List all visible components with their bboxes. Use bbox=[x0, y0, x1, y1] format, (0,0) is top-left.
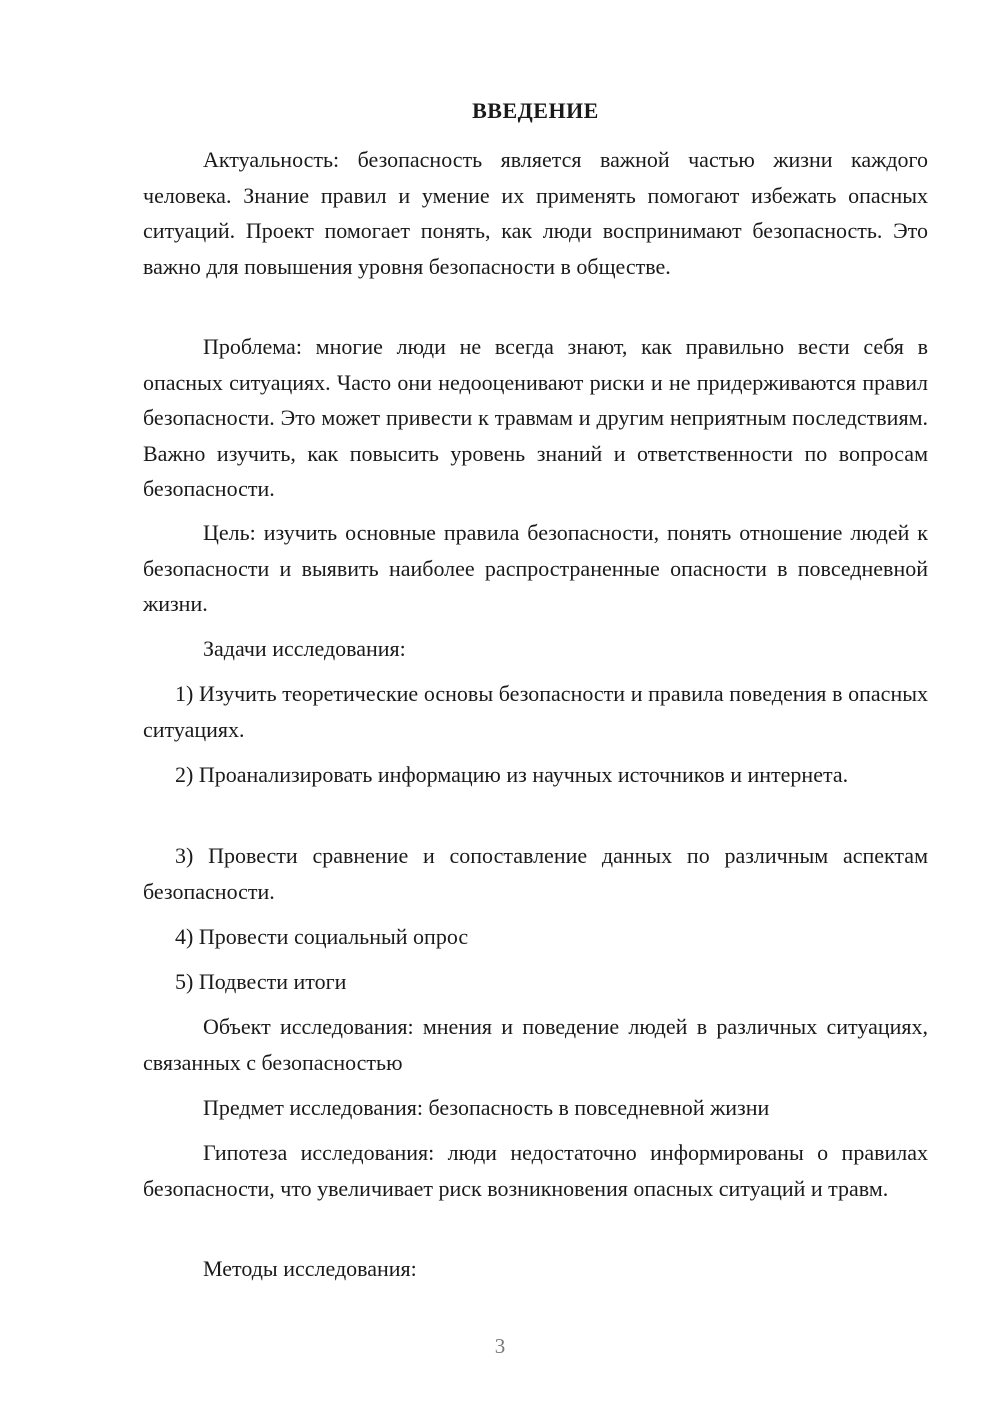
paragraph-relevance: Актуальность: безопасность является важной частью жизни каждого человека. Знание правил и умение их применять помогают избежать опасных ситуаций. Проект помогает понять, как люди воспринимают безопасность. Это важно для повышения уровня безопасности в обществе. bbox=[143, 147, 928, 279]
list-item-task-2: 2) Проанализировать информацию из научных источников и интернета. bbox=[175, 762, 849, 787]
paragraph-hypothesis: Гипотеза исследования: люди недостаточно информированы о правилах безопасности, что увеличивает риск возникновения опасных ситуаций и травм. bbox=[143, 1140, 928, 1201]
list-item-task-4: 4) Провести социальный опрос bbox=[175, 924, 469, 949]
paragraph-object: Объект исследования: мнения и поведение людей в различных ситуациях, связанных с безопасностью bbox=[143, 1014, 928, 1075]
page-number: 3 bbox=[494, 1334, 506, 1358]
paragraph-tasks-heading: Задачи исследования: bbox=[203, 636, 406, 661]
list-item-task-5: 5) Подвести итоги bbox=[175, 969, 347, 994]
paragraph-methods: Методы исследования: bbox=[203, 1256, 417, 1281]
paragraph-goal: Цель: изучить основные правила безопасности, понять отношение людей к безопасности и выявить наиболее распространенные опасности в повседневной жизни. bbox=[143, 520, 928, 616]
section-title: ВВЕДЕНИЕ bbox=[472, 98, 599, 123]
paragraph-subject: Предмет исследования: безопасность в повседневной жизни bbox=[203, 1095, 770, 1120]
paragraph-problem: Проблема: многие люди не всегда знают, как правильно вести себя в опасных ситуациях. Часто они недооценивают риски и не придерживаются правил безопасности. Это может привести к травмам и другим неприятным последствиям. Важно изучить, как повысить уровень знаний и ответственности по вопросам безопасности. bbox=[143, 334, 928, 501]
list-item-task-1: 1) Изучить теоретические основы безопасности и правила поведения в опасных ситуациях. bbox=[143, 681, 928, 742]
list-item-task-3: 3) Провести сравнение и сопоставление данных по различным аспектам безопасности. bbox=[143, 843, 928, 904]
